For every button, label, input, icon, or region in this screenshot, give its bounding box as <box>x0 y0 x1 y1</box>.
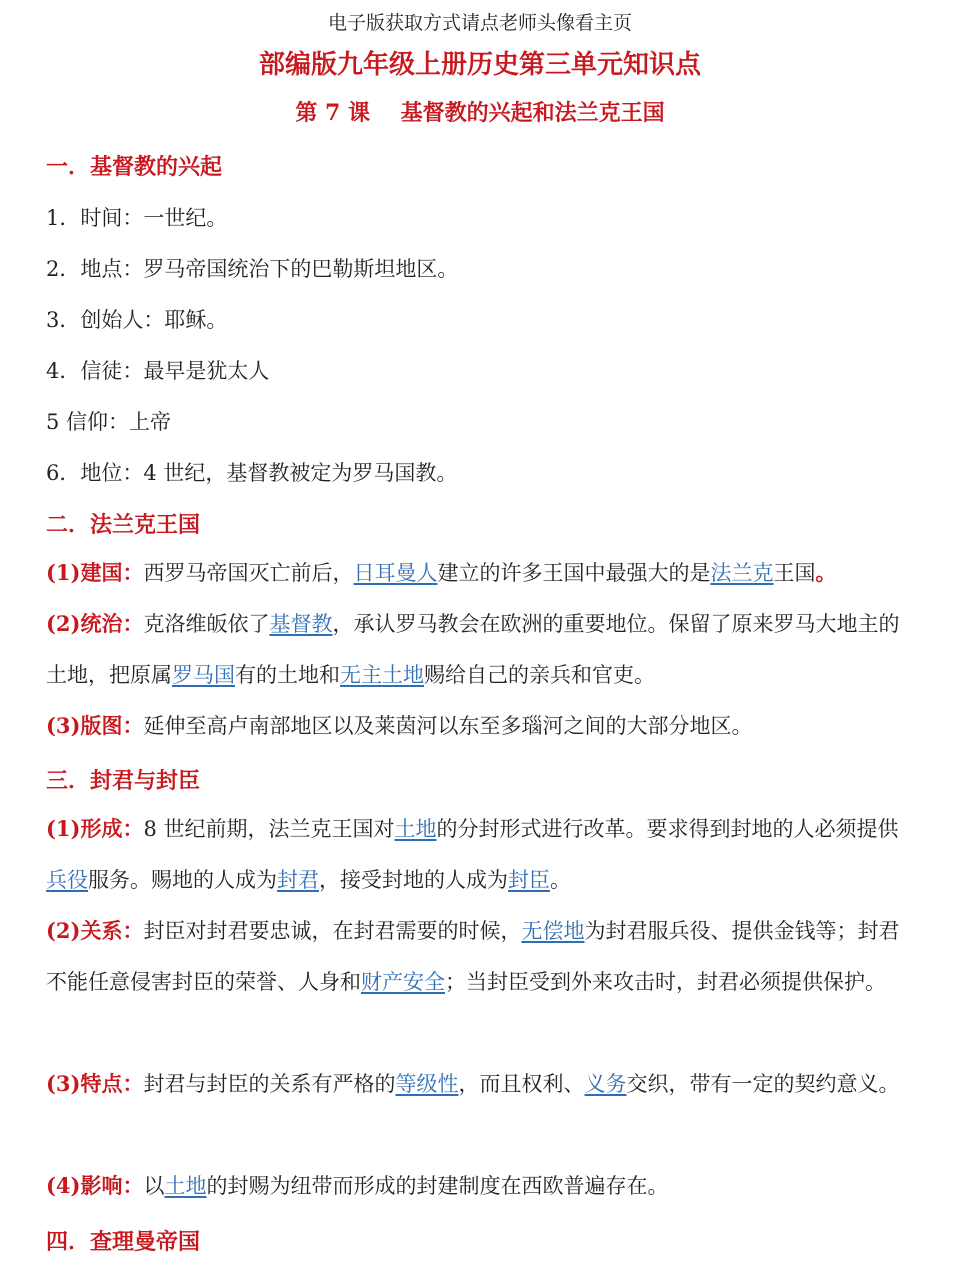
paragraph-relationship <box>46 905 918 1008</box>
label-founding: (1)建国： <box>46 560 144 585</box>
keyword-obligation: 义务 <box>584 1072 627 1096</box>
keyword-property-safety: 财产安全 <box>361 970 445 994</box>
keyword-hierarchy: 等级性 <box>395 1072 459 1096</box>
keyword-christianity: 基督教 <box>269 612 333 636</box>
text: 。 <box>550 868 571 892</box>
text: 克洛维皈依了 <box>143 612 270 636</box>
keyword-vassal: 封臣 <box>508 868 550 892</box>
label-formation: (1)形成： <box>46 816 144 841</box>
section-heading-1: 一．基督教的兴起 <box>46 154 223 180</box>
text: 交织，带有一定的契约意义。 <box>626 1072 900 1096</box>
paragraph-formation <box>46 803 918 906</box>
text: 的封赐为纽带而形成的封建制度在西欧普遍存在。 <box>206 1174 669 1198</box>
list-item-faith: 5 信仰：上帝 <box>46 410 172 434</box>
label-rule: (2)统治： <box>46 611 144 636</box>
keyword-land-2: 土地 <box>164 1174 207 1198</box>
text: 8 世纪前期，法兰克王国对 <box>143 817 395 841</box>
label-territory: (3)版图： <box>46 713 144 738</box>
period-mark: 。 <box>815 560 837 585</box>
text: ，接受封地的人成为 <box>319 868 508 892</box>
label-features: (3)特点： <box>46 1071 144 1096</box>
list-item-place: 2．地点：罗马帝国统治下的巴勒斯坦地区。 <box>46 257 459 281</box>
text: 建立的许多王国中最强大的是 <box>437 561 711 585</box>
keyword-ownerless-land: 无主土地 <box>340 663 424 687</box>
text: 有的土地和 <box>235 663 340 687</box>
list-item-status: 6．地位：4 世纪，基督教被定为罗马国教。 <box>46 461 458 485</box>
text: ，而且权利、 <box>458 1072 585 1096</box>
text: 赐给自己的亲兵和官吏。 <box>424 663 655 687</box>
keyword-lord: 封君 <box>277 868 319 892</box>
text: 王国 <box>773 561 816 585</box>
keyword-frank: 法兰克 <box>710 561 774 585</box>
text: 服务。赐地的人成为 <box>88 868 277 892</box>
section-heading-4: 四．查理曼帝国 <box>46 1229 201 1255</box>
text: 以 <box>143 1174 165 1198</box>
keyword-germanic: 日耳曼人 <box>353 561 438 585</box>
paragraph-territory <box>46 700 918 752</box>
text: ；当封臣受到外来攻击时，封君必须提供保护。 <box>445 970 886 994</box>
text: ，承认罗马教会在欧洲的重要地位。保留了原来罗马大地主的土地，把原属 <box>46 612 900 687</box>
label-influence: (4)影响： <box>46 1173 144 1198</box>
keyword-roman-state: 罗马国 <box>172 663 235 687</box>
top-note: 电子版获取方式请点老师头像看主页 <box>327 12 632 34</box>
main-title: 部编版九年级上册历史第三单元知识点 <box>258 50 701 80</box>
text: 为封君服兵役、提供金钱等；封君不能任意侵害封臣的荣誉、人身和 <box>46 919 900 994</box>
text: 西罗马帝国灭亡前后， <box>143 561 354 585</box>
list-item-founder: 3．创始人：耶稣。 <box>46 308 228 332</box>
list-item-believers: 4．信徒：最早是犹太人 <box>46 359 270 383</box>
text: 封臣对封君要忠诚，在封君需要的时候， <box>143 919 522 943</box>
section-heading-2: 二．法兰克王国 <box>46 512 201 538</box>
list-item-time: 1．时间：一世纪。 <box>46 206 228 230</box>
section-heading-3: 三．封君与封臣 <box>46 768 201 794</box>
label-relationship: (2)关系： <box>46 918 144 943</box>
paragraph-rule <box>46 598 918 701</box>
paragraph-influence <box>46 1160 918 1212</box>
text: 的分封形式进行改革。要求得到封地的人必须提供 <box>436 817 899 841</box>
lesson-title: 第 7 课 基督教的兴起和法兰克王国 <box>295 100 665 126</box>
paragraph-founding <box>46 547 918 599</box>
text: 封君与封臣的关系有严格的 <box>143 1072 396 1096</box>
keyword-military-service: 兵役 <box>46 868 88 892</box>
paragraph-features <box>46 1058 918 1110</box>
keyword-unpaid: 无偿地 <box>521 919 585 943</box>
keyword-land: 土地 <box>394 817 437 841</box>
text: 延伸至高卢南部地区以及莱茵河以东至多瑙河之间的大部分地区。 <box>143 714 753 738</box>
